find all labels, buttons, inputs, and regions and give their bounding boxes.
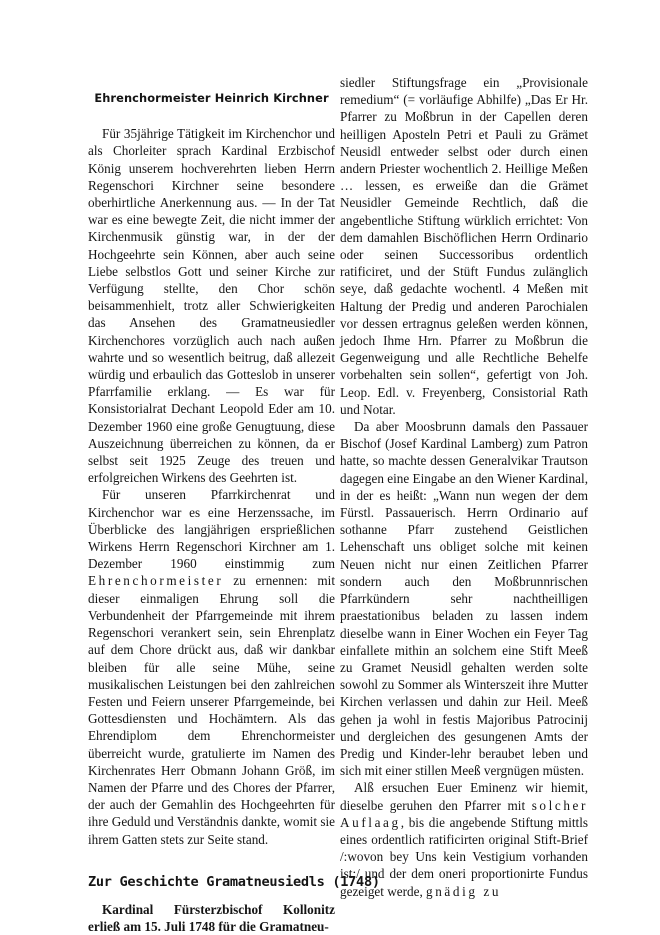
paragraph: Für 35jährige Tätigkeit im Kirchenchor und als Chorleiter sprach Kardinal Erzbischof König unserem hochverehrten lieben Herrn Regenschori Kirchner seine besondere oberhirtliche Anerkennung aus. — In der Tat war es eine bewegte Zeit, die nicht immer der Kirchenmusik günstig war, in der der Hochgeehrte sein Können, aber auch seine Liebe selbstlos Gott und seiner Kirche zur Verfügung stellte, den Chor schön beisammenhielt, trotz aller Schwierigkeiten das Ansehen des Gramatneusiedler Kirchenchores vorzüglich auch nach außen wahrte und so wesentlich beitrug, daß allezeit würdig und erbaulich das Gotteslob in unserer Pfarrfamilie erklang. — Es war für Konsistorialrat Dechant Leopold Eder am 10. Dezember 1960 eine große Genugtuung, diese Auszeichnung überreichen zu können, da er selbst seit 1925 Zeuge des treuen und erfolgreichen Wirkens des Geehrten ist. [88, 126, 335, 486]
text-run: Alß ersuchen Euer Eminenz wir hiemit, dieselbe geruhen den Pfarrer mit [340, 780, 588, 813]
spaced-text: Ehrenchormeister [88, 573, 224, 589]
paragraph [88, 486, 335, 847]
spaced-text: solcher Auflaag [340, 797, 588, 830]
article-heading-geschichte: Zur Geschichte Gramatneusiedls (1748) [88, 873, 380, 890]
text-run: zu ernennen: mit dieser einmaligen Ehrung soll die Verbundenheit der Pfarrgemeinde mit ihrem Regenschori verankert sein, sein Ehrenplatz auf dem Chore drückt aus, daß wir dankbar bleiben für alle seine Mühe, seine musikalischen Leistungen bei den zahlreichen Festen und Feiern unserer Pfarrgemeinde, bei Gottesdiensten und Hochämtern. Als das Ehrendiplom dem Ehrenchormeister überreicht wurde, gratulierte im Namen des Kirchenrates Herr Obmann Johann Größ, im Namen der Pfarre und des Chores der Pfarrer, der auch der Gemahlin des Hochgeehrten für ihre Geduld und Verständnis dankte, womit sie ihrem Gatten stets zur Seite stand. [88, 573, 335, 847]
right-column [340, 74, 588, 900]
article-heading-kirchner: Ehrenchormeister Heinrich Kirchner [94, 91, 329, 105]
paragraph: siedler Stiftungsfrage ein „Provisionale remedium“ (= vorläufige Abhilfe) „Das Er Hr. Pfarrer zu Moßbrun in der Capellen deren heilligen Aposteln Petri et Pauli zu Grämet Neusidl entweder selbst oder durch einen andern Priester wochentlich 2. Heillige Meßen … lessen, es erweiße dan die Grämet Neusidler Gemeinde Rechtlich, daß die angebentliche Stiftung würklich errichtet: Von dem damahlen Bischöflichen Herrn Ordinario oder seinen Successoribus ordentlich ratificiret, und der Stüft Fundus zulänglich seye, daß gedachte wochentl. 4 Meßen mit Haltung der Predig und anderen Parochialen vor dessen ertragnus geleßen werden können, jedoch Ihme Hrn. Pfarrer zu Moßbrun die Gegenweigung und alle Rechtliche Behelfe vorbehalten sein sollen“, gefertigt von Joh. Leop. Edl. v. Freyenberg, Consistorial Rath und Notar. [340, 75, 588, 417]
paragraph: Da aber Moosbrunn damals den Passauer Bischof (Josef Kardinal Lamberg) zum Patron hatte, so machte dessen Generalvikar Trautson dagegen eine Eingabe an den Wiener Kardinal, in der es heißt: „Wann nun wegen der dem Fürstl. Passauerisch. Herrn Ordinario auf sothanne Pfarr zustehend Geistlichen Lehenschaft uns obliget solche mit keinen Neuen nicht nur einen Zeitlichen Pfarrer sondern auch den Moßbrunnrischen Pfarrkündern sehr nachtheilligen praestationibus beladen zu lassen indem dieselbe wann in Einer Wochen ein Feyer Tag einfallete mithin an solchem eine Stift Meeß zu Gramet Neusidl gehalten werden solte sowohl zu Sommer als Winterszeit ihre Mutter Kirchen verlassen und dahin zur Heil. Meeß gehen ja wohl in festis Majoribus Patrocinij und dergleichen des gesungenen Amts der Predig und Kinder-lehr beraubet leben und sich mit einer stillen Meeß vergnügen müsten. [340, 419, 588, 779]
paragraph: Kardinal Fürsterzbischof Kollonitz erließ am 15. Juli 1748 für die Gramatneu- [88, 901, 335, 935]
text-run: Für unseren Pfarrkirchenrat und Kirchenchor war es eine Herzenssache, im Überblicke des langjährigen ersprießlichen Wirkens Herrn Regenschori Kirchner am 1. Dezember 1960 einstimmig zum [88, 487, 335, 572]
paragraph [340, 779, 588, 899]
spaced-text: gnädig zu [426, 883, 502, 899]
left-column [88, 74, 380, 935]
text-run: , bis die angebende Stiftung mittls eines ordentlich ratificirten original Stift-Brief /:wovon bey Uns kein Vestigium vorhanden ist:/ und der dem oneri proportionirte Fundus gezeiget werde, [340, 814, 588, 899]
